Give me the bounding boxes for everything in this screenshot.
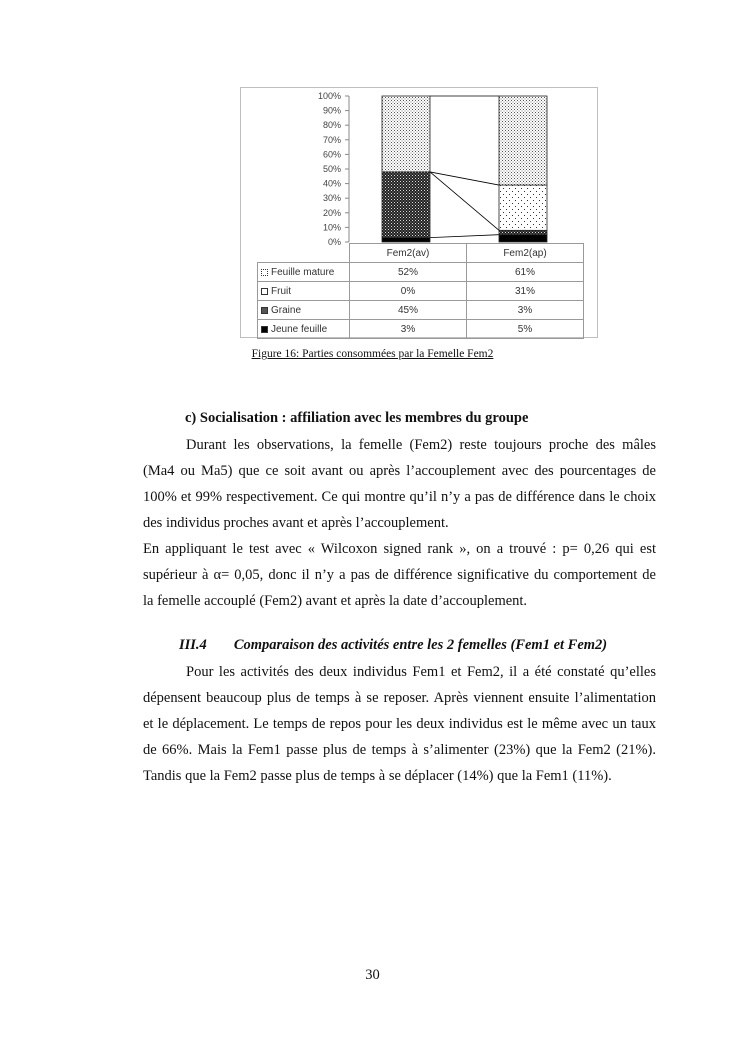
legend-fruit [258,282,350,301]
bar-segment-jeune-feuille [382,238,430,242]
table-cell: 61% [467,263,584,282]
crosshatch-swatch-icon [261,307,268,314]
text-line: 100% et 99% respectivement. Ce qui montre qu’il n’y a pas de différence dans le choix [143,489,656,505]
bar-segment-feuille-mature [382,96,430,172]
text-line: Durant les observations, la femelle (Fem2) reste toujours proche des mâles [186,437,656,453]
solid-black-swatch-icon [261,326,268,333]
bar-segment-graine [499,230,547,234]
legend-label: Feuille mature [271,266,335,278]
y-tick-label: 50% [322,164,341,174]
y-tick-label: 70% [322,134,341,145]
y-tick-label: 10% [322,222,341,233]
text-line: de 66%. Mais la Fem1 passe plus de temps à s’alimenter (23%) que la Fem2 (21%). [143,742,656,758]
y-tick-label: 40% [322,178,341,189]
table-cell: 45% [350,301,467,320]
table-cell: 3% [467,301,584,320]
bar-segment-jeune-feuille [499,235,547,242]
section-iii4-paragraph [143,659,656,789]
y-tick-label: 80% [322,120,341,131]
section-c-title: c) Socialisation : affiliation avec les membres du groupe [185,410,529,426]
legend-feuille-mature [258,263,350,282]
table-row [258,263,584,282]
bar-segment-fruit [499,185,547,230]
text-line: En appliquant le test avec « Wilcoxon signed rank », on a trouvé : p= 0,26 qui est [143,541,656,557]
table-cell: 3% [350,320,467,339]
series-line-jeune-feuille [430,235,499,238]
section-c-paragraph-2 [143,536,656,614]
table-header-cell: Fem2(av) [350,244,467,263]
page-number: 30 [365,967,380,983]
legend-label: Fruit [271,285,291,297]
table-header-cell: Fem2(ap) [467,244,584,263]
y-tick-label: 90% [322,105,341,116]
legend-label: Graine [271,304,302,316]
bar-segment-feuille-mature [499,96,547,185]
y-tick-label: 30% [322,193,341,204]
text-line: Pour les activités des deux individus Fem1 et Fem2, il a été constaté qu’elles [186,664,656,680]
y-tick-label: 20% [322,207,341,218]
table-cell: 0% [350,282,467,301]
table-cell: 5% [467,320,584,339]
figure-caption: Figure 16: Parties consommées par la Femelle Fem2 [251,348,494,360]
legend-graine [258,301,350,320]
table-corner [258,244,350,263]
text-line: des individus proches avant et après l’accouplement. [143,515,449,531]
y-tick-label: 0% [327,237,341,247]
sparse-dots-swatch-icon [261,288,268,295]
series-line-fruit [430,172,499,185]
section-number: III.4 [179,637,207,653]
section-title: Comparaison des activités entre les 2 femelles (Fem1 et Fem2) [233,637,608,653]
table-row [258,320,584,339]
legend-jeune-feuille [258,320,350,339]
text-line: la femelle accouplé (Fem2) avant et après la date d’accouplement. [143,593,528,609]
text-line: et le déplacement. Le temps de repos pour les deux individus est le même avec un taux [143,716,656,732]
table-cell: 31% [467,282,584,301]
stacked-bar-chart [240,87,598,338]
fine-dots-swatch-icon [261,269,268,276]
text-line: (Ma4 ou Ma5) que ce soit avant ou après l’accouplement avec des pourcentages de [143,463,656,479]
section-iii4-heading [179,637,607,654]
table-row [258,282,584,301]
chart-data-table [257,243,584,339]
y-tick-label: 60% [322,149,341,160]
text-line: Tandis que la Fem2 passe plus de temps à se déplacer (14%) que la Fem1 (11%). [143,768,612,784]
text-line: supérieur à α= 0,05, donc il n’y a pas de différence significative du comportement de [143,567,656,583]
text-line: dépensent beaucoup plus de temps à se reposer. Après viennent ensuite l’alimentation [143,690,656,706]
table-cell: 52% [350,263,467,282]
table-row [258,301,584,320]
table-header-row [258,244,584,263]
section-c-paragraph-1 [143,432,656,536]
bar-segment-graine [382,172,430,238]
legend-label: Jeune feuille [271,323,328,335]
y-tick-label: 100% [317,91,341,101]
series-line-graine [430,172,499,230]
